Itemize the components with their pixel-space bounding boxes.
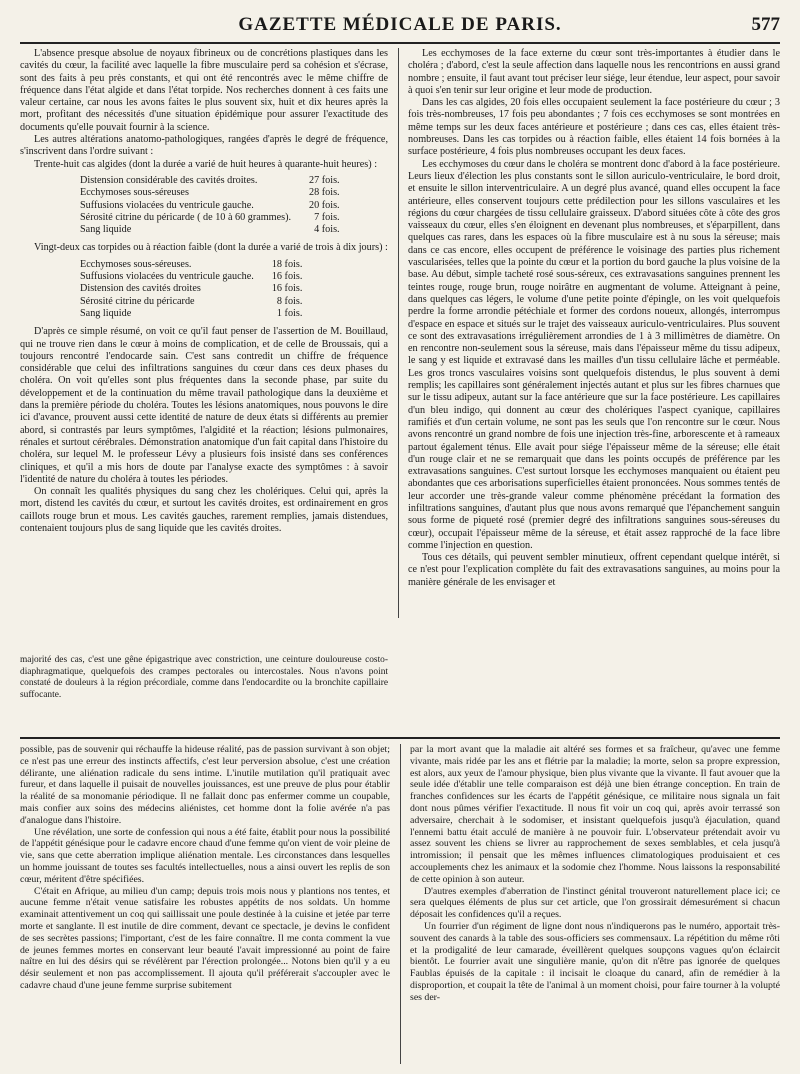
paragraph: Un fourrier d'un régiment de ligne dont nous n'indiquerons pas le numéro, apportait très-souvent des canards à la table des sous-officiers ses commensaux. La répétition du même rôti et la prodigalité de leur camarade, éveillèrent quelques soupçons vagues qu'on éclaircit bientôt. Le fourrier avait une singulière manie, qu'on dit n'être pas ignorée de quelques Faublas épuisés de la capitale : il incisait le cloaque du canard, afin de remédier à la disproportion, et coupait la tête de l'animal à un moment choisi, pour faire tourner à la volupté ses der- [410, 920, 780, 1003]
table-row [78, 308, 304, 320]
paragraph: par la mort avant que la maladie ait altéré ses formes et sa fraîcheur, qu'avec une femme vivante, mais ridée par les ans et flétrie par la maladie; la morte, selon sa propre expression, est alors, aux yeux de l'amour physique, bien plus vivante que la vivante. Il faut avouer que la seule idée d'établir une telle comparaison est déjà une bien étrange conception. En train de franches confidences sur les écarts de l'appétit génésique, ce militaire nous signala un fait dont nous pûmes vérifier l'exactitude. Il nous fit voir un coq qui, après avoir terrassé son adversaire, cherchait à le sodomiser, et insistant quelquefois jusqu'à éjaculation, quand l'ennemi battu était acculé de manière à ne pouvoir fuir. L'observateur prétendait avoir vu assez souvent les chiens se livrer au rapprochement de sexes semblables, et cela jusqu'à intromission; il pensait que les mêmes influences climatologiques produisaient et ces accouplements chez les animaux et la sodomie chez l'homme. Nous laissons la responsabilité de cette opinion à son auteur. [410, 744, 780, 885]
row-label: Sérosité citrine du péricarde [80, 295, 195, 307]
row-value: 1 fois. [276, 307, 303, 319]
paragraph: C'était en Afrique, au milieu d'un camp; depuis trois mois nous y plantions nos tentes, et aucune femme n'était venue satisfaire les robustes appétits de nos soldats. Un homme examinait attentivement un coq qui saillissait une poule destinée à la cuisine et jetée par terre morte et sanglante. Il est inutile de dire comment, devant ce spectacle, je devins le confident de ses secrètes passions; l'important, c'est de les faire connaître. Il me conta comment la vue de jeunes femmes mortes en conservant leur beauté l'avait impressionné au point de faire naître en lui des désirs qui se révélèrent par l'érection prolongée... Notons bien qu'il y a eu désir seulement et non pas accomplissement. Il ajouta qu'il préférerait s'accoupler avec le cadavre chaud d'une jeune femme surprise subitement [20, 885, 390, 991]
right-column [408, 48, 780, 648]
row-value: 28 fois. [309, 187, 340, 199]
row-label: Ecchymoses sous-séreuses [80, 187, 189, 199]
row-label: Sérosité citrine du péricarde ( de 10 à 60 grammes). [80, 211, 292, 223]
left-column [20, 48, 388, 638]
paragraph: Trente-huit cas algides (dont la durée a varié de huit heures à quarante-huit heures) : [34, 158, 378, 170]
page-header [20, 10, 780, 40]
row-label: Suffusions violacées du ventricule gauche. [80, 271, 254, 283]
paragraph: Les autres altérations anatomo-pathologiques, rangées d'après le degré de fréquence, s'inscrivent dans l'ordre suivant : [20, 134, 388, 158]
footnote [20, 655, 388, 701]
column-divider [400, 744, 401, 1064]
row-label: Suffusions violacées du ventricule gauche. [80, 199, 254, 211]
paragraph: Les ecchymoses de la face externe du cœur sont très-importantes à étudier dans le choléra ; d'abord, c'est la seule affection dans laquelle nous les rencontrions en aussi grand nombre ; ensuite, il faut avant tout préciser leur siége, leur étendue, leur aspect, pour savoir à quoi s'en tenir sur leur origine et leur mode de production. [408, 48, 780, 96]
footnote-text: majorité des cas, c'est une gêne épigastrique avec constriction, une ceinture douloureuse costo-diaphragmatique, quelquefois des crampes pectorales ou intercostales. Nous n'avons point constaté de douleurs à la région précordiale, comme dans l'endocardite ou la bronchite capillaire suffocante. [20, 655, 388, 700]
lower-left-column [20, 744, 390, 1064]
row-value: 4 fois. [314, 224, 340, 236]
paragraph: Dans les cas algides, 20 fois elles occupaient seulement la face postérieure du cœur ; 3 fois très-nombreuses, 17 fois peu abondantes ; 7 fois ces ecchymoses se sont montrées en même temps sur les deux faces antérieure et postérieure ; dans ces cas, elles étaient très-nombreuses. Dans les cas torpides ou à réaction faible, elles étaient 14 fois bornées à la surface postérieure, 4 fois plus nombreuses occupant les deux faces. [408, 97, 780, 158]
page-number: 577 [751, 14, 780, 35]
row-label: Sang liquide [80, 224, 132, 236]
row-label: Ecchymoses sous-séreuses. [80, 258, 192, 270]
paragraph: D'après ce simple résumé, on voit ce qu'il faut penser de l'assertion de M. Bouillaud, qui ne trouve rien dans le cœur à moins de complication, et de celle de Broussais, qui a toujours rencontré l'endocarde sain. C'est sans contredit un chiffre de fréquence considérable que celui des infiltrations sanguines du cœur dans ces deux phases du choléra. On voit qu'elles sont plus fréquentes dans la seconde phase, par suite du développement et de la continuation du même travail pathologique dans la deuxième et dans la première période du choléra. Toutes les lésions anatomiques, nous pouvons le dire ici d'avance, prouvent aussi cette identité de nature de deux états si différents au premier abord, si contrastés par leurs symptômes, l'algidité et la réaction; lésions pulmonaires, rénales et surtout cérébrales. Démonstration anatomique d'un fait capital dans l'histoire du choléra, sur lequel M. le professeur Lévy a plusieurs fois insisté dans ses conférences cliniques, et qu'il a mis hors de doute par l'analyse exacte des symptômes : à savoir l'identité de nature du choléra à toutes les périodes. [20, 326, 388, 485]
table-row [78, 224, 342, 236]
paragraph: L'absence presque absolue de noyaux fibrineux ou de concrétions plastiques dans les cavités du cœur, la facilité avec laquelle la fibre musculaire perd sa cohésion et s'écrase, sont des faits à peu près constants, et qui ont été rencontrés avec le même chiffre de fréquence dans l'état algide et dans l'état torpide. Nos recherches donnent à ces faits une valeur certaine, car nous les avons faites le plus souvent six, huit et dix heures après la mort, profitant des nécessités d'une situation épidémique pour assurer l'exactitude des documents qu'elle pouvait fournir à la science. [20, 48, 388, 133]
paragraph: D'autres exemples d'aberration de l'instinct génital trouveront naturellement place ici; ce sera quelques éléments de plus sur cet article, que l'on grossirait démesurément si chacun déposait les confidences qu'il a reçues. [410, 885, 780, 921]
paragraph: Les ecchymoses du cœur dans le choléra se montrent donc d'abord à la face postérieure. Leurs lieux d'élection les plus constants sont le sillon auriculo-ventriculaire, le bord droit, et ensuite le sillon interventriculaire. A un degré plus avancé, quand elles occupent la face antérieure, elles conservent toujours cette prédilection pour les sillons vasculaires et les régions du cœur chargées de tissu cellulaire graisseux. D'abord situées côte à côte des gros vaisseaux du cœur, elles s'en éloignent en devenant plus nombreuses, et s'éparpillent, dans quelques cas rares, dans les espaces où la fibre musculaire est à nu sous la séreuse; mais dans ce cas encore, elles occupent de préférence le voisinage des parties plus richement vascularisées, telles que la pointe du cœur et la portion du bord gauche la plus voisine de la base. Au début, simple tacheté rosé sous-séreux, ces extravasations sanguines prennent les teintes rouge, rouge brun, rouge noirâtre en augmentant de volume. Atteignant à peine, dans quelques cas légers, le volume d'une petite pointe d'épingle, on les voit quelquefois perdre la forme arrondie pétéchiale et former des cordons noueux, allongés, interrompus d'espace en espace et situés sur le trajet des vaisseaux auriculo-ventriculaires. Plus souvent ce sont des extravasations irrégulièrement arrondies de 1 à 3 millimètres de diamètre. On en rencontre non-seulement sous la séreuse, mais dans l'épaisseur même du tissu adipeux, le sang y est liquide et extravasé dans les mailles d'un tissu cellulaire lâche et perméable. Les gros troncs vasculaires voisins sont quelquefois distendus, le plus souvent à demi remplis; les capillaires sont généralement injectés autant et plus sur les fibres charnues que sur le tissu adipeux, autant sur la face antérieure que sur la face postérieure. Les capillaires d'un bleu indigo, qui donnent au cœur des cholériques l'aspect cyanique, capillaires ramifiés et d'un certain volume, ne sont pas les seuls que l'on rencontre sur le cœur. Nous avons rencontré un grand nombre de fois une injection très-fine, arborescente et à rameaux partout également ténus. Elle avait pour siége l'épaisseur même de la séreuse; elle était d'un rouge clair et ne se remarquait que dans les points occupés de préférence par les extravasations sanguines. C'est surtout lorsque les ecchymoses manquaient ou étaient peu abondantes que ces arborisations superficielles étaient prononcées. Nous sommes tentés de leur accorder une très-grande valeur comme phénomène précédant la formation des infiltrations sanguines, d'autant plus que nous avons remarqué que l'épanchement sanguin sous forme de piqueté rosé (premier degré des infiltrations sanguines sous-séreuses du cœur), occupait l'épaisseur même de la séreuse, et était assez rapproché de la face libre comme l'injection en question. [408, 158, 780, 551]
row-value: 16 fois. [271, 283, 303, 295]
row-label: Distension considérable des cavités droites. [80, 174, 258, 186]
paragraph: Vingt-deux cas torpides ou à réaction faible (dont la durée a varié de trois à dix jours) : [34, 242, 388, 254]
row-value: 18 fois. [271, 258, 303, 270]
torpid-cases-table [78, 259, 304, 320]
lower-right-column [410, 744, 780, 1064]
table-row [78, 296, 304, 308]
table-row [78, 175, 342, 187]
table-row [78, 187, 342, 199]
table-row [78, 259, 304, 271]
table-row [78, 271, 304, 283]
row-value: 7 fois. [314, 211, 340, 223]
table-row [78, 283, 304, 295]
paragraph: Tous ces détails, qui peuvent sembler minutieux, offrent cependant quelque intérêt, si ce n'est pour l'explication complète du fait des extravasations sanguines, au moins pour la manière générale de les envisager et [408, 552, 780, 588]
paragraph: possible, pas de souvenir qui réchauffe la hideuse réalité, pas de passion survivant à son objet; ce n'est pas une erreur des instincts affectifs, c'est leur perversion absolue, c'est une création délirante, une aliénation radicale du sens intime. L'inutile mutilation qu'il pratiquait avec fureur, et dans laquelle il puisait de nouvelles jouissances, est une preuve de plus pour établir la réalité de sa monomanie périodique. Il ne fallait donc pas enfermer comme un coupable, mais confier aux soins des médecins aliénistes, cet homme dont la folie avérée n'a pas d'analogue dans l'histoire. [20, 744, 390, 826]
table-row [78, 212, 342, 224]
table-row [78, 200, 342, 212]
row-value: 16 fois. [271, 271, 303, 283]
row-value: 20 fois. [309, 199, 340, 211]
row-value: 27 fois. [309, 174, 340, 186]
row-label: Sang liquide [80, 307, 132, 319]
journal-title: GAZETTE MÉDICALE DE PARIS. [238, 14, 562, 35]
row-value: 8 fois. [276, 295, 303, 307]
paragraph: Une révélation, une sorte de confession qui nous a été faite, établit pour nous la possibilité de l'appétit génésique pour le cadavre encore chaud d'une femme qu'on vient de voir pleine de vie, sans que cette aberration implique aliénation mentale. Les circonstances dans lesquelles un homme jouissant de toutes ses facultés intellectuelles, nous a ainsi ouvert les replis de son cœur, méritent d'être spécifiées. [20, 826, 390, 885]
row-label: Distension des cavités droites [80, 283, 201, 295]
algid-cases-table [78, 175, 342, 236]
column-divider [398, 48, 399, 618]
paragraph: On connaît les qualités physiques du sang chez les cholériques. Celui qui, après la mort, distend les cavités du cœur, et surtout les cavités droites, est ordinairement en gros caillots rouge brun et mous. Les cavités gauches, rarement remplies, jamais distendues, contenaient toujours plus de sang liquide que les cavités droites. [20, 486, 388, 534]
header-rule [20, 42, 780, 44]
section-rule [20, 737, 780, 739]
